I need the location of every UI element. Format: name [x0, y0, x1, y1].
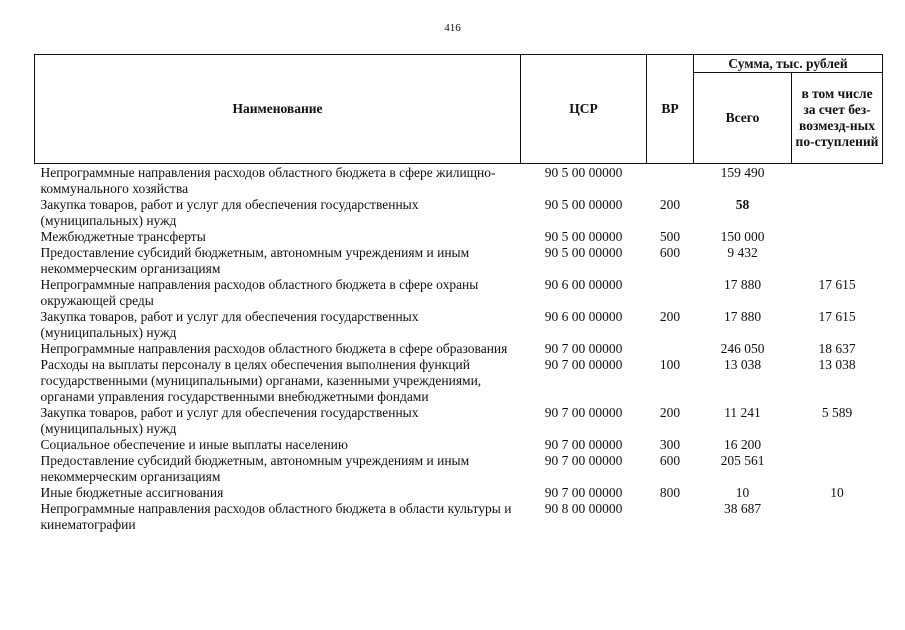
cell-total: 58: [735, 197, 750, 212]
cell-vr: 200: [659, 309, 681, 324]
cell-total: 205 561: [720, 453, 765, 468]
cell-free: 17 615: [818, 309, 856, 324]
cell-csr: 90 5 00 00000: [544, 165, 623, 180]
cell-csr: 90 7 00 00000: [544, 453, 623, 468]
cell-vr: 200: [659, 197, 681, 212]
cell-total: 246 050: [720, 341, 765, 356]
table-row: [35, 437, 883, 453]
cell-free: [792, 437, 883, 453]
header-free: в том числе за счет без-возмезд-ных по-ступлений: [792, 73, 883, 164]
cell-vr: [647, 501, 694, 533]
cell-total: 38 687: [723, 501, 762, 516]
cell-name: Непрограммные направления расходов областного бюджета в сфере образования: [40, 341, 508, 356]
cell-csr: 90 7 00 00000: [544, 437, 623, 452]
cell-csr: 90 5 00 00000: [544, 197, 623, 212]
cell-name: Предоставление субсидий бюджетным, автономным учреждениям и иным некоммерческим организациям: [40, 453, 470, 484]
table-row: [35, 453, 883, 485]
cell-name: Межбюджетные трансферты: [40, 229, 206, 244]
cell-csr: 90 6 00 00000: [544, 277, 623, 292]
cell-free: [792, 164, 883, 198]
header-name: Наименование: [35, 55, 521, 164]
cell-vr: [647, 164, 694, 198]
cell-free: 13 038: [818, 357, 856, 372]
cell-free: 5 589: [821, 405, 853, 420]
table-row: [35, 164, 883, 198]
table-row: [35, 245, 883, 277]
table-row: [35, 405, 883, 437]
table-row: [35, 357, 883, 405]
table-row: [35, 309, 883, 341]
cell-name: Непрограммные направления расходов областного бюджета в сфере охраны окружающей среды: [40, 277, 479, 308]
table-row: [35, 229, 883, 245]
cell-vr: 200: [659, 405, 681, 420]
header-sum-group: Сумма, тыс. рублей: [694, 55, 883, 73]
cell-vr: 500: [659, 229, 681, 244]
cell-total: 9 432: [727, 245, 758, 260]
cell-total: 17 880: [723, 277, 762, 292]
table-row: [35, 341, 883, 357]
cell-name: Социальное обеспечение и иные выплаты населению: [40, 437, 348, 452]
cell-free: 18 637: [818, 341, 856, 356]
table-row: [35, 197, 883, 229]
table-row: [35, 277, 883, 309]
cell-free: [792, 501, 883, 533]
cell-free: [792, 197, 883, 229]
cell-free: 17 615: [818, 277, 856, 292]
header-total: Всего: [694, 73, 792, 164]
cell-csr: 90 7 00 00000: [544, 405, 623, 420]
cell-name: Непрограммные направления расходов областного бюджета в сфере жилищно-коммунального хозяйства: [40, 165, 496, 196]
cell-csr: 90 7 00 00000: [544, 485, 623, 500]
cell-total: 13 038: [723, 357, 762, 372]
cell-vr: 800: [659, 485, 681, 500]
table-row: [35, 485, 883, 501]
cell-csr: 90 6 00 00000: [544, 309, 623, 324]
cell-csr: 90 8 00 00000: [544, 501, 623, 516]
cell-name: Расходы на выплаты персоналу в целях обеспечения выполнения функций государственными (муниципальными) органами, казенными учреждениями, органами управления государственными внебюджетными фондами: [40, 357, 482, 404]
table-body: [35, 164, 883, 534]
cell-name: Закупка товаров, работ и услуг для обеспечения государственных (муниципальных) нужд: [40, 197, 419, 228]
cell-free: [792, 453, 883, 485]
page-number: 416: [444, 22, 461, 34]
cell-name: Закупка товаров, работ и услуг для обеспечения государственных (муниципальных) нужд: [40, 405, 419, 436]
cell-total: 16 200: [723, 437, 762, 452]
cell-free: [792, 245, 883, 277]
cell-vr: 600: [659, 245, 681, 260]
cell-vr: [647, 277, 694, 309]
cell-total: 150 000: [720, 229, 765, 244]
cell-name: Иные бюджетные ассигнования: [40, 485, 224, 500]
cell-vr: [647, 341, 694, 357]
cell-csr: 90 7 00 00000: [544, 357, 623, 372]
budget-table: [34, 54, 883, 533]
cell-total: 10: [735, 485, 750, 500]
cell-total: 17 880: [723, 309, 762, 324]
cell-csr: 90 5 00 00000: [544, 229, 623, 244]
cell-name: Предоставление субсидий бюджетным, автономным учреждениям и иным некоммерческим организациям: [40, 245, 470, 276]
header-csr: ЦСР: [521, 55, 647, 164]
cell-vr: 600: [659, 453, 681, 468]
cell-csr: 90 7 00 00000: [544, 341, 623, 356]
cell-name: Непрограммные направления расходов областного бюджета в области культуры и кинематографии: [40, 501, 512, 532]
cell-csr: 90 5 00 00000: [544, 245, 623, 260]
cell-total: 159 490: [720, 165, 765, 180]
cell-vr: 100: [659, 357, 681, 372]
cell-free: [792, 229, 883, 245]
cell-vr: 300: [659, 437, 681, 452]
cell-free: 10: [830, 485, 844, 500]
header-vr: ВР: [647, 55, 694, 164]
cell-name: Закупка товаров, работ и услуг для обеспечения государственных (муниципальных) нужд: [40, 309, 419, 340]
table-row: [35, 501, 883, 533]
cell-total: 11 241: [724, 405, 761, 420]
